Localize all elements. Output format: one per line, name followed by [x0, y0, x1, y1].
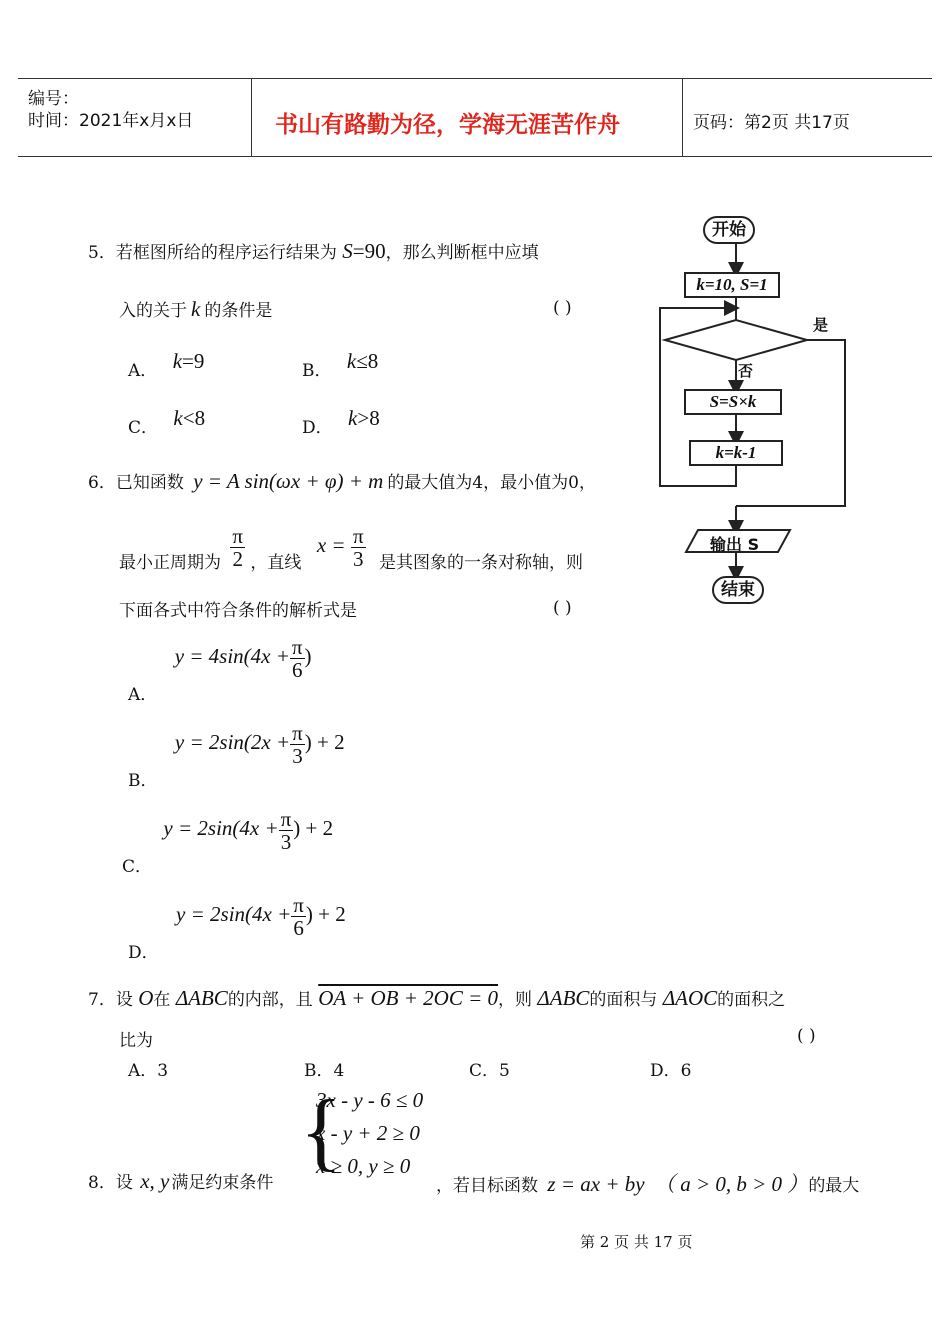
constraint-brace: {	[300, 1083, 343, 1180]
question-8-line-1: 8．设 x, y 满足约束条件	[88, 1169, 274, 1193]
math-function: y = A sin(ωx + φ) + m	[193, 469, 384, 493]
header-motto: 书山有路勤为径，学海无涯苦作舟	[275, 112, 620, 138]
constraint-3: x ≥ 0, y ≥ 0	[316, 1154, 411, 1178]
q6-option-c: C． y = 2sin(4x + $\frac{\pi}{3}$ ) + 2	[122, 807, 334, 878]
doc-time-label: 时间：2021年x月x日	[28, 111, 194, 131]
flowchart-output: 输出 S	[710, 535, 760, 554]
fraction: $\frac{\pi}{2}$	[232, 524, 244, 572]
question-6-line-2: 最小正周期为 $\frac{\pi}{2}$ ，直线 x = $\frac{\pi}{3}$ 是其图象的一条对称轴，则	[119, 524, 583, 574]
flowchart-init: k=10, S=1	[684, 272, 780, 298]
question-7-line-1: 7．设 O在 ΔABC的内部，且 OA + OB + 2OC = 0，则 ΔABC的面积与 ΔAOC的面积之	[88, 986, 786, 1010]
flowchart-end: 结束	[712, 576, 764, 604]
question-number: 6．	[88, 473, 116, 493]
question-7-line-2: 比为	[119, 1031, 153, 1051]
q6-option-a: A． y = 4sin(4x + $\frac{\pi}{6}$ )	[128, 635, 312, 706]
question-6-line-3: 下面各式中符合条件的解析式是	[119, 601, 357, 621]
q7-option-a: A．3	[128, 1061, 169, 1081]
flowchart-no-label: 否	[738, 362, 754, 380]
q5-option-c: C． k<8	[128, 406, 206, 438]
constraint-1: 3x - y - 6 ≤ 0	[316, 1088, 424, 1112]
question-5-line-1: 5．若框图所给的程序运行结果为 S=90，那么判断框中应填	[88, 239, 539, 263]
math-var: S	[342, 239, 353, 263]
q5-option-d: D． k>8	[302, 406, 380, 438]
question-8-line-1b: ，若目标函数 z = ax + by （ a > 0, b > 0 ）的最大	[436, 1172, 860, 1196]
q7-option-b: B．4	[304, 1061, 345, 1081]
math-var: k	[191, 297, 201, 321]
flowchart-yes-label: 是	[813, 316, 829, 334]
q6-option-d: D． y = 2sin(4x + $\frac{\pi}{6}$ ) + 2	[128, 893, 346, 964]
answer-paren: ( )	[553, 298, 572, 318]
fraction: $\frac{\pi}{3}$	[352, 524, 364, 572]
answer-paren: ( )	[553, 598, 572, 618]
answer-paren: ( )	[797, 1026, 816, 1046]
vector-equation: OA + OB + 2OC = 0	[318, 986, 499, 1010]
q6-option-b: B． y = 2sin(2x + $\frac{\pi}{3}$ ) + 2	[128, 721, 345, 792]
question-number: 5．	[88, 243, 116, 263]
page-indicator: 页码：第2页 共17页	[693, 113, 850, 133]
question-5-line-2: 入的关于 k 的条件是	[119, 297, 273, 321]
q5-option-b: B． k≤8	[302, 349, 379, 381]
footer-page-number: 第 2 页 共 17 页	[580, 1233, 693, 1251]
question-number: 8．	[88, 1173, 116, 1193]
doc-number-label: 编号：	[28, 89, 79, 109]
flowchart-decrement: k=k-1	[689, 440, 783, 466]
header-divider-left	[251, 78, 252, 156]
question-6-line-1: 6．已知函数 y = A sin(ωx + φ) + m 的最大值为4，最小值为0，	[88, 469, 596, 493]
q7-option-c: C．5	[469, 1061, 510, 1081]
flowchart-multiply: S=S×k	[684, 389, 782, 415]
constraint-2: x - y + 2 ≥ 0	[316, 1121, 420, 1145]
q5-option-a: A． k=9	[128, 349, 205, 381]
question-number: 7．	[88, 990, 116, 1010]
q7-option-d: D．6	[650, 1061, 692, 1081]
header-divider-right	[682, 78, 683, 156]
header-top-rule	[18, 78, 932, 79]
header-bottom-rule	[18, 156, 932, 157]
flowchart-start: 开始	[703, 216, 755, 244]
